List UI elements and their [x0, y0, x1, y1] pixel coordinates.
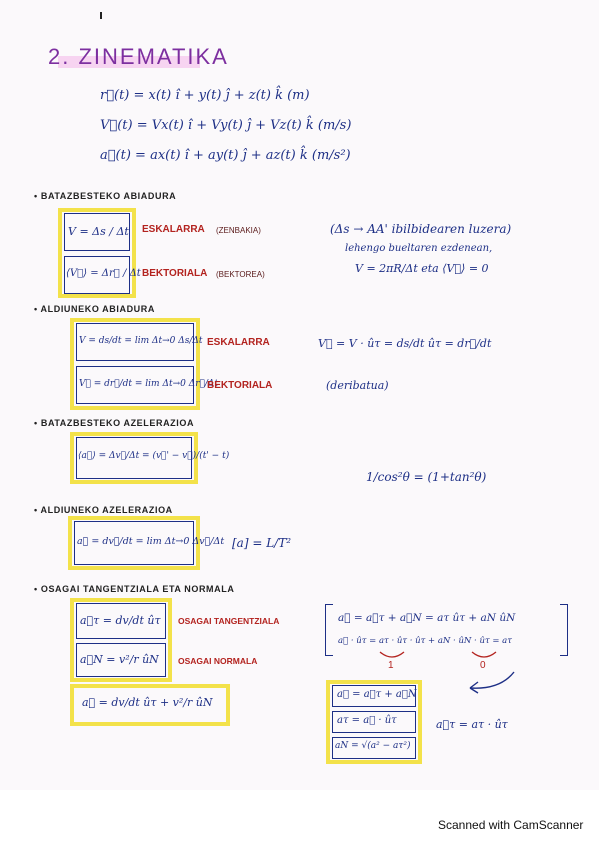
pen-mark — [100, 12, 102, 19]
avg-speed-scalar-formula: V = Δs / Δt — [68, 225, 129, 238]
derivation-bracket-right — [560, 604, 568, 656]
derivation-bracket-left — [325, 604, 333, 656]
avg-speed-vector-label: BEKTORIALA — [142, 268, 208, 279]
derivation-line2: a⃗ · ûτ = aτ · ûτ · ûτ + aN · ûN · ûτ = aτ — [338, 636, 512, 646]
inst-speed-vector-formula: V⃗ = dr⃗/dt = lim Δt→0 Δr⃗/Δt — [79, 379, 219, 389]
scanner-watermark: Scanned with CamScanner — [438, 818, 584, 832]
section-inst-speed: • ALDIUNEKO ABIADURA — [34, 304, 155, 314]
avg-accel-side-formula: 1/cos²θ = (1+tan²θ) — [366, 470, 487, 484]
section-inst-accel: • ALDIUNEKO AZELERAZIOA — [34, 505, 173, 515]
inst-speed-scalar-label: ESKALARRA — [207, 337, 270, 348]
underbrace-one: 1 — [388, 660, 394, 671]
inst-accel-units: [a] = L/T² — [232, 536, 292, 550]
inst-speed-side-note: (deribatua) — [326, 379, 389, 392]
avg-speed-side-note2: lehengo bueltaren ezdenean, — [345, 243, 493, 254]
avg-speed-vector-formula: ⟨V⃗⟩ = Δr⃗ / Δt — [66, 268, 141, 279]
underbrace-zero: 0 — [480, 660, 486, 671]
total-accel-formula: a⃗ = dv/dt ûτ + v²/r ûN — [82, 696, 213, 709]
avg-speed-scalar-label: ESKALARRA — [142, 224, 205, 235]
derivation-line1: a⃗ = a⃗τ + a⃗N = aτ ûτ + aN ûN — [338, 612, 516, 624]
avg-speed-scalar-note: (ZENBAKIA) — [216, 226, 261, 235]
page-title: 2. ZINEMATIKA — [48, 44, 229, 69]
avg-speed-side-note3: V = 2πR/Δt eta ⟨V⃗⟩ = 0 — [355, 262, 489, 275]
inst-speed-vector-label: BEKTORIALA — [207, 380, 273, 391]
normal-label: OSAGAI NORMALA — [178, 656, 258, 666]
section-components: • OSAGAI TANGENTZIALA ETA NORMALA — [34, 584, 235, 594]
section-avg-accel: • BATAZBESTEKO AZELERAZIOA — [34, 418, 195, 428]
avg-speed-side-note1: (Δs → AA' ibilbidearen luzera) — [330, 222, 512, 236]
tangential-label: OSAGAI TANGENTZIALA — [178, 616, 280, 626]
summary-sum: a⃗ = a⃗τ + a⃗N — [337, 689, 417, 700]
summary-tangential: aτ = a⃗ · ûτ — [337, 715, 397, 726]
curved-arrow-icon — [460, 668, 520, 698]
avg-accel-formula: ⟨a⃗⟩ = Δv⃗/Δt = (v⃗' − v⃗)/(t' − t) — [78, 451, 230, 461]
velocity-equation: V⃗(t) = Vx(t) î + Vy(t) ĵ + Vz(t) k̂ (m/s) — [100, 118, 352, 133]
inst-speed-side-formula: V⃗ = V · ûτ = ds/dt ûτ = dr⃗/dt — [318, 337, 492, 350]
summary-normal: aN = √(a² − aτ²) — [335, 741, 411, 751]
tangential-vector-formula: a⃗τ = aτ · ûτ — [436, 718, 508, 731]
section-avg-speed: • BATAZBESTEKO ABIADURA — [34, 191, 177, 201]
avg-speed-vector-note: (BEKTOREA) — [216, 270, 265, 279]
inst-speed-scalar-formula: V = ds/dt = lim Δt→0 Δs/Δt — [79, 336, 203, 346]
tangential-formula: a⃗τ = dv/dt ûτ — [80, 614, 161, 627]
inst-accel-formula: a⃗ = dv⃗/dt = lim Δt→0 Δv⃗/Δt — [77, 536, 225, 547]
normal-formula: a⃗N = v²/r ûN — [80, 653, 159, 666]
position-equation: r⃗(t) = x(t) î + y(t) ĵ + z(t) k̂ (m) — [100, 88, 310, 103]
acceleration-equation: a⃗(t) = ax(t) î + ay(t) ĵ + az(t) k̂ (m/s²) — [100, 148, 351, 163]
